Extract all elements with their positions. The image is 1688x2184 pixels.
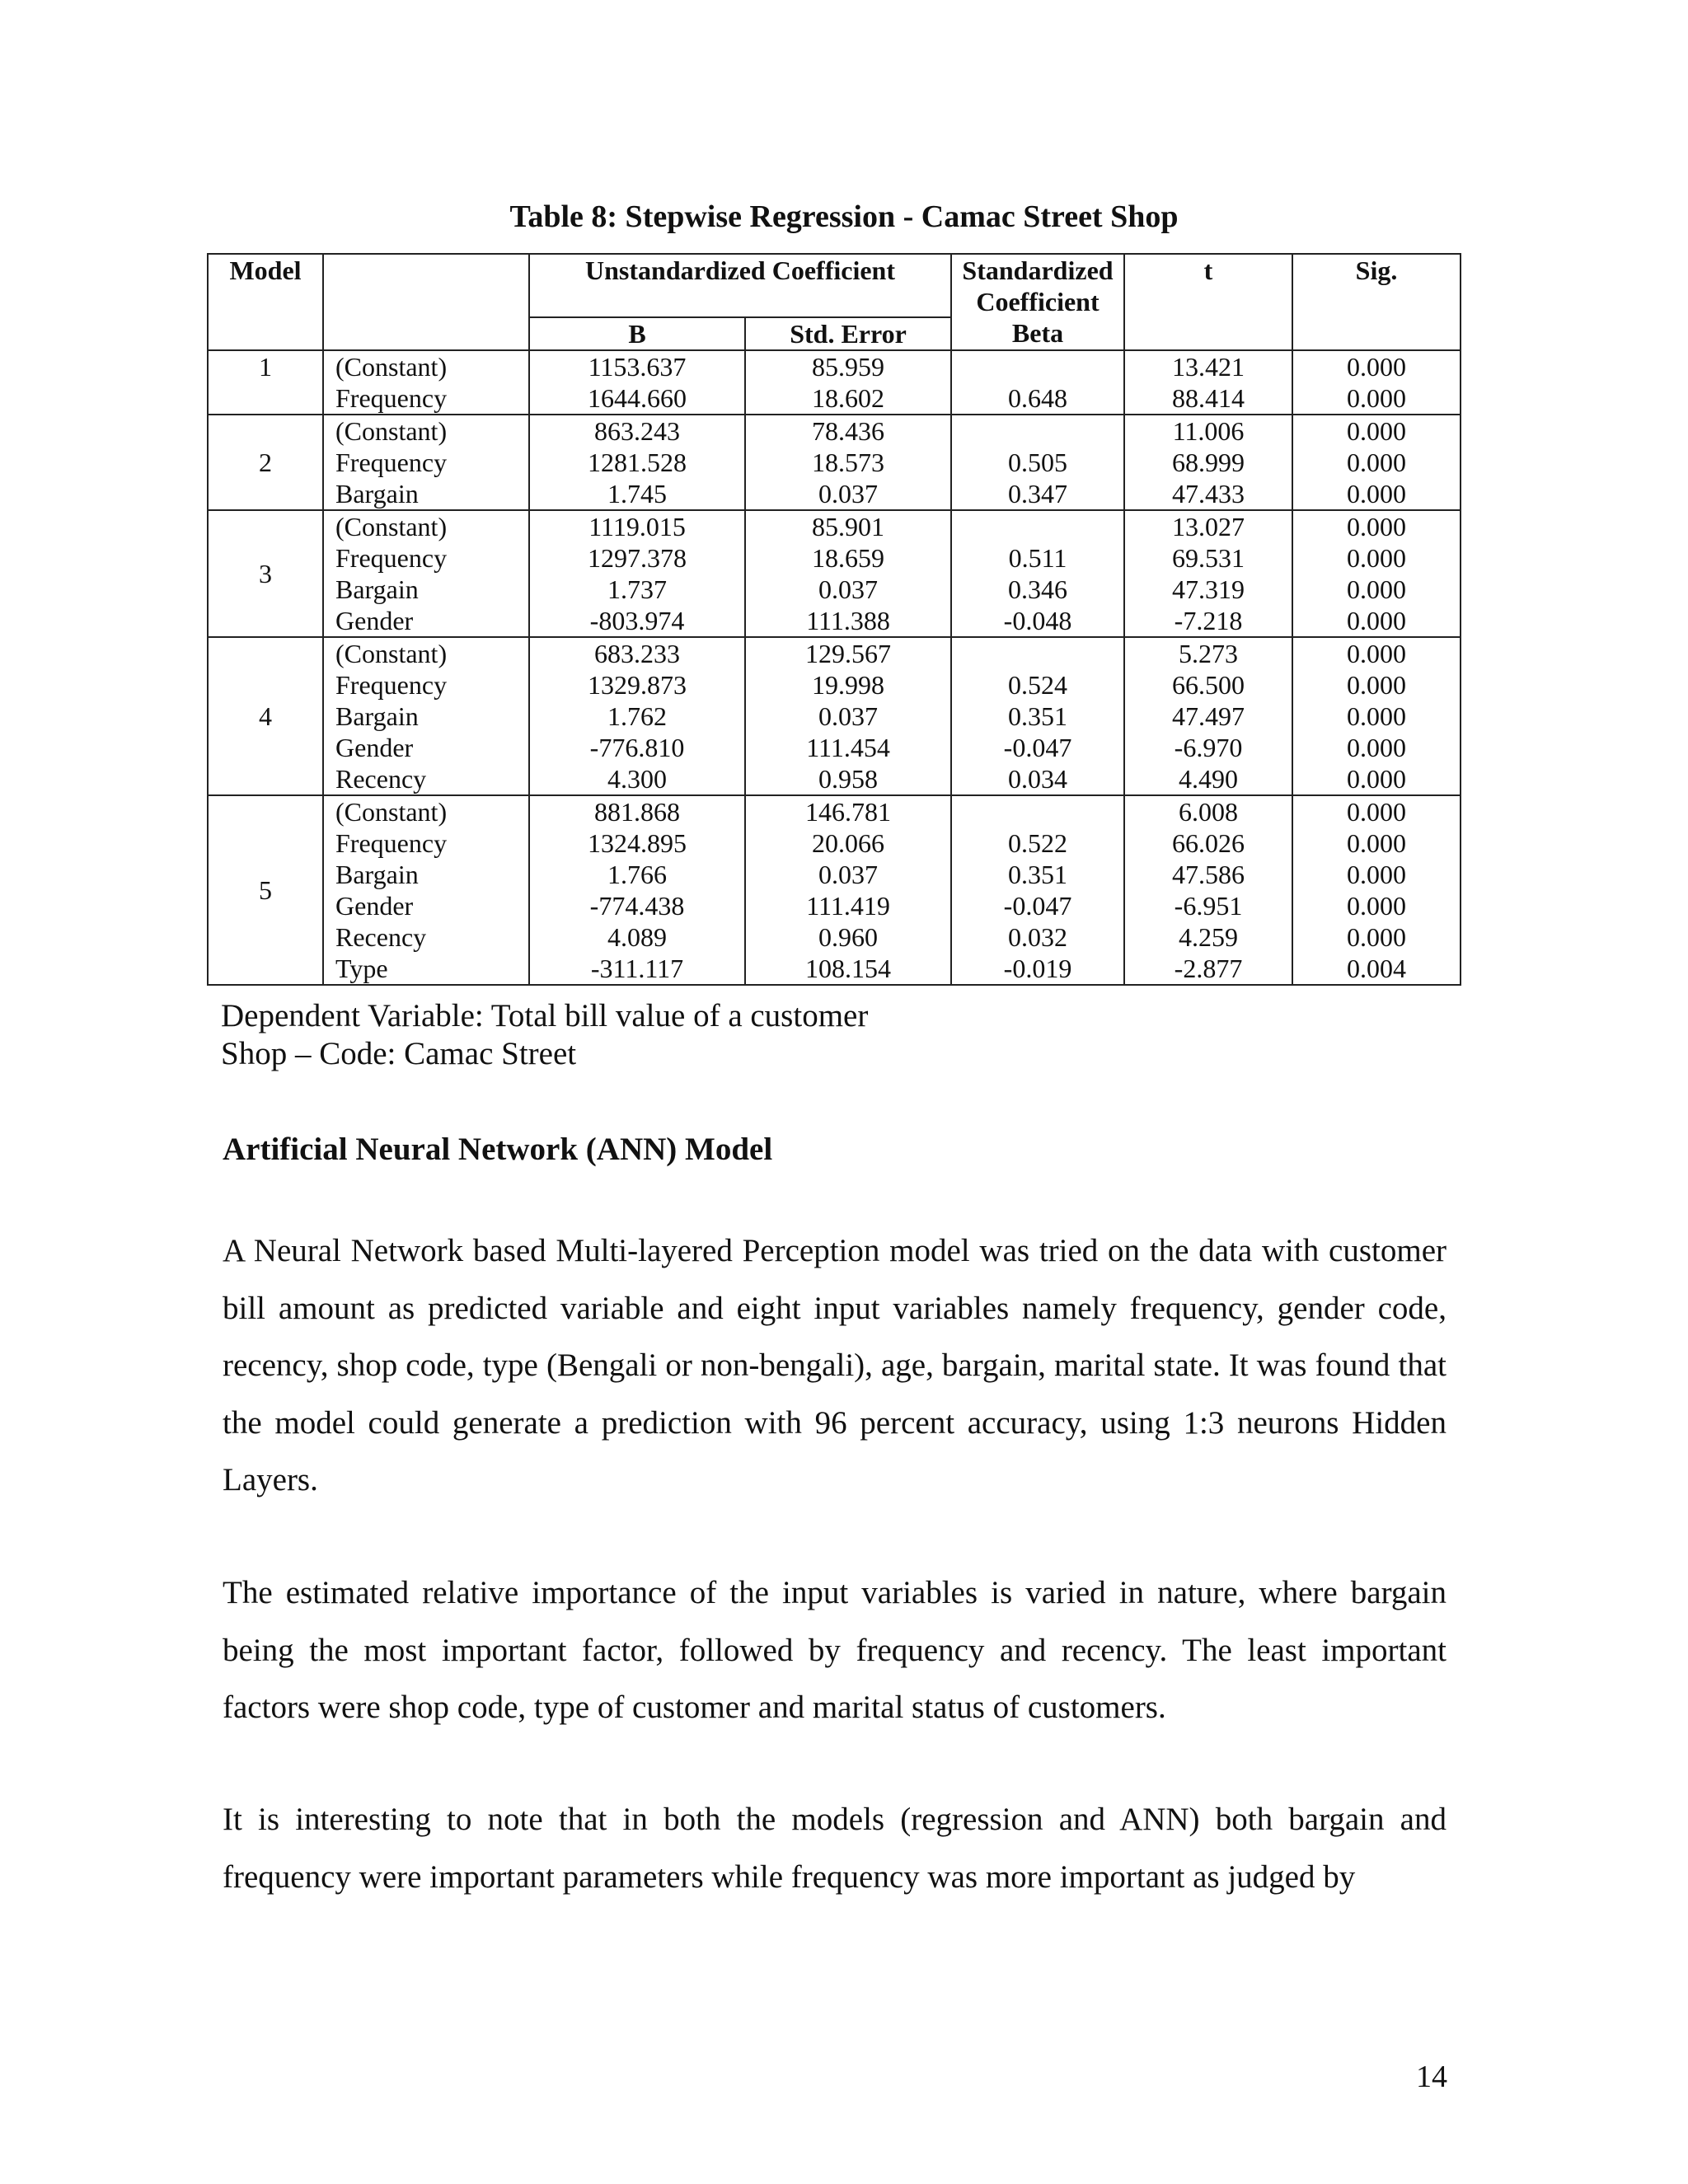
t-cell: 68.999 xyxy=(1124,447,1292,478)
variable-cell: Bargain xyxy=(323,478,529,510)
sig-cell: 0.000 xyxy=(1292,732,1461,763)
variable-cell: Frequency xyxy=(323,382,529,415)
header-b: B xyxy=(529,317,745,350)
variable-cell: Bargain xyxy=(323,859,529,890)
beta-cell: 0.032 xyxy=(951,921,1124,953)
t-cell: 13.027 xyxy=(1124,510,1292,542)
table-row xyxy=(208,574,1461,605)
t-cell: 4.490 xyxy=(1124,763,1292,795)
dependent-variable-note: Dependent Variable: Total bill value of a customer xyxy=(221,998,869,1033)
table-row xyxy=(208,637,1461,669)
b-cell: 4.300 xyxy=(529,763,745,795)
b-cell: 1329.873 xyxy=(529,669,745,701)
sig-cell: 0.004 xyxy=(1292,953,1461,985)
std-error-cell: 85.901 xyxy=(745,510,951,542)
t-cell: 47.586 xyxy=(1124,859,1292,890)
model-number-cell: 5 xyxy=(208,795,323,985)
table-row xyxy=(208,415,1461,447)
table-row xyxy=(208,542,1461,574)
beta-cell xyxy=(951,415,1124,447)
table-row xyxy=(208,890,1461,921)
b-cell: 1153.637 xyxy=(529,350,745,382)
t-cell: -2.877 xyxy=(1124,953,1292,985)
std-error-cell: 0.037 xyxy=(745,701,951,732)
table-body xyxy=(208,350,1461,985)
variable-cell: Frequency xyxy=(323,827,529,859)
header-sig: Sig. xyxy=(1292,254,1461,350)
beta-cell: -0.019 xyxy=(951,953,1124,985)
table-notes xyxy=(221,997,868,1073)
sig-cell: 0.000 xyxy=(1292,827,1461,859)
variable-cell: (Constant) xyxy=(323,637,529,669)
table-row xyxy=(208,478,1461,510)
b-cell: 1119.015 xyxy=(529,510,745,542)
variable-cell: Gender xyxy=(323,732,529,763)
sig-cell: 0.000 xyxy=(1292,447,1461,478)
t-cell: 69.531 xyxy=(1124,542,1292,574)
variable-cell: Frequency xyxy=(323,669,529,701)
b-cell: 1297.378 xyxy=(529,542,745,574)
b-cell: 1281.528 xyxy=(529,447,745,478)
beta-cell: -0.047 xyxy=(951,890,1124,921)
table-caption: Table 8: Stepwise Regression - Camac Street Shop xyxy=(509,199,1179,234)
t-cell: 5.273 xyxy=(1124,637,1292,669)
variable-cell: Type xyxy=(323,953,529,985)
variable-cell: Recency xyxy=(323,921,529,953)
b-cell: 881.868 xyxy=(529,795,745,827)
std-error-cell: 18.602 xyxy=(745,382,951,415)
variable-cell: Bargain xyxy=(323,701,529,732)
sig-cell: 0.000 xyxy=(1292,605,1461,637)
sig-cell: 0.000 xyxy=(1292,637,1461,669)
table-row xyxy=(208,605,1461,637)
variable-cell: (Constant) xyxy=(323,415,529,447)
table-row xyxy=(208,763,1461,795)
table-row xyxy=(208,732,1461,763)
beta-cell: -0.047 xyxy=(951,732,1124,763)
b-cell: -311.117 xyxy=(529,953,745,985)
std-error-cell: 111.388 xyxy=(745,605,951,637)
model-number-cell: 3 xyxy=(208,510,323,637)
beta-cell: 0.524 xyxy=(951,669,1124,701)
b-cell: 1.762 xyxy=(529,701,745,732)
t-cell: 47.433 xyxy=(1124,478,1292,510)
b-cell: -774.438 xyxy=(529,890,745,921)
sig-cell: 0.000 xyxy=(1292,795,1461,827)
table-row xyxy=(208,447,1461,478)
sig-cell: 0.000 xyxy=(1292,921,1461,953)
beta-cell: 0.346 xyxy=(951,574,1124,605)
b-cell: 863.243 xyxy=(529,415,745,447)
t-cell: 88.414 xyxy=(1124,382,1292,415)
model-number-cell: 2 xyxy=(208,415,323,510)
beta-cell: 0.648 xyxy=(951,382,1124,415)
table-row xyxy=(208,859,1461,890)
header-t: t xyxy=(1124,254,1292,350)
beta-cell: 0.511 xyxy=(951,542,1124,574)
sig-cell: 0.000 xyxy=(1292,763,1461,795)
variable-cell: Gender xyxy=(323,605,529,637)
sig-cell: 0.000 xyxy=(1292,542,1461,574)
paragraph-2: The estimated relative importance of the input variables is varied in nature, where bargain being the most important factor, followed by frequency and recency. The least important factors were shop code, type of customer and marital status of customers. xyxy=(223,1575,1447,1725)
header-standardized-line2: Coefficient xyxy=(976,287,1100,316)
beta-cell xyxy=(951,350,1124,382)
header-variable xyxy=(323,254,529,350)
std-error-cell: 85.959 xyxy=(745,350,951,382)
variable-cell: (Constant) xyxy=(323,795,529,827)
beta-cell: 0.351 xyxy=(951,701,1124,732)
std-error-cell: 20.066 xyxy=(745,827,951,859)
header-std-error: Std. Error xyxy=(745,317,951,350)
b-cell: 1.766 xyxy=(529,859,745,890)
b-cell: 1644.660 xyxy=(529,382,745,415)
variable-cell: Recency xyxy=(323,763,529,795)
t-cell: 47.319 xyxy=(1124,574,1292,605)
std-error-cell: 129.567 xyxy=(745,637,951,669)
variable-cell: Frequency xyxy=(323,447,529,478)
b-cell: 1.745 xyxy=(529,478,745,510)
sig-cell: 0.000 xyxy=(1292,859,1461,890)
sig-cell: 0.000 xyxy=(1292,890,1461,921)
shop-code-note: Shop – Code: Camac Street xyxy=(221,1036,577,1071)
table-row xyxy=(208,382,1461,415)
variable-cell: Frequency xyxy=(323,542,529,574)
header-standardized-line1: Standardized xyxy=(962,255,1114,285)
paragraph-1: A Neural Network based Multi-layered Perception model was tried on the data with customer bill amount as predicted variable and eight input variables namely frequency, gender code, recency, shop code, type (Bengali or non-bengali), age, bargain, marital state. It was found that the model could generate a prediction with 96 percent accuracy, using 1:3 neurons Hidden Layers. xyxy=(223,1233,1447,1497)
std-error-cell: 0.958 xyxy=(745,763,951,795)
model-number-cell: 4 xyxy=(208,637,323,795)
paragraph-3: It is interesting to note that in both the models (regression and ANN) both bargain and frequency were important parameters while frequency was more important as judged by xyxy=(223,1802,1447,1895)
section-heading: Artificial Neural Network (ANN) Model xyxy=(223,1132,773,1167)
b-cell: -803.974 xyxy=(529,605,745,637)
beta-cell xyxy=(951,637,1124,669)
variable-cell: (Constant) xyxy=(323,350,529,382)
header-standardized xyxy=(951,254,1124,317)
std-error-cell: 0.037 xyxy=(745,478,951,510)
table-row xyxy=(208,921,1461,953)
variable-cell: Bargain xyxy=(323,574,529,605)
beta-cell: -0.048 xyxy=(951,605,1124,637)
std-error-cell: 18.659 xyxy=(745,542,951,574)
sig-cell: 0.000 xyxy=(1292,574,1461,605)
std-error-cell: 0.037 xyxy=(745,574,951,605)
header-beta: Beta xyxy=(951,317,1124,350)
sig-cell: 0.000 xyxy=(1292,382,1461,415)
sig-cell: 0.000 xyxy=(1292,415,1461,447)
t-cell: -6.951 xyxy=(1124,890,1292,921)
b-cell: 1324.895 xyxy=(529,827,745,859)
std-error-cell: 19.998 xyxy=(745,669,951,701)
sig-cell: 0.000 xyxy=(1292,478,1461,510)
beta-cell: 0.505 xyxy=(951,447,1124,478)
beta-cell xyxy=(951,510,1124,542)
std-error-cell: 18.573 xyxy=(745,447,951,478)
header-unstandardized: Unstandardized Coefficient xyxy=(529,254,951,317)
sig-cell: 0.000 xyxy=(1292,350,1461,382)
sig-cell: 0.000 xyxy=(1292,510,1461,542)
t-cell: 13.421 xyxy=(1124,350,1292,382)
model-number-cell: 1 xyxy=(208,350,323,415)
sig-cell: 0.000 xyxy=(1292,669,1461,701)
std-error-cell: 78.436 xyxy=(745,415,951,447)
table-row xyxy=(208,953,1461,985)
std-error-cell: 0.037 xyxy=(745,859,951,890)
table-row xyxy=(208,827,1461,859)
variable-cell: Gender xyxy=(323,890,529,921)
std-error-cell: 146.781 xyxy=(745,795,951,827)
b-cell: -776.810 xyxy=(529,732,745,763)
regression-table xyxy=(207,253,1461,986)
std-error-cell: 108.154 xyxy=(745,953,951,985)
t-cell: 47.497 xyxy=(1124,701,1292,732)
table-row xyxy=(208,701,1461,732)
sig-cell: 0.000 xyxy=(1292,701,1461,732)
t-cell: 66.500 xyxy=(1124,669,1292,701)
t-cell: 66.026 xyxy=(1124,827,1292,859)
t-cell: 6.008 xyxy=(1124,795,1292,827)
beta-cell: 0.351 xyxy=(951,859,1124,890)
beta-cell: 0.347 xyxy=(951,478,1124,510)
std-error-cell: 111.454 xyxy=(745,732,951,763)
table-row xyxy=(208,795,1461,827)
beta-cell: 0.034 xyxy=(951,763,1124,795)
b-cell: 1.737 xyxy=(529,574,745,605)
t-cell: -6.970 xyxy=(1124,732,1292,763)
b-cell: 683.233 xyxy=(529,637,745,669)
b-cell: 4.089 xyxy=(529,921,745,953)
std-error-cell: 111.419 xyxy=(745,890,951,921)
t-cell: -7.218 xyxy=(1124,605,1292,637)
std-error-cell: 0.960 xyxy=(745,921,951,953)
beta-cell: 0.522 xyxy=(951,827,1124,859)
page-number: 14 xyxy=(1416,2060,1447,2094)
variable-cell: (Constant) xyxy=(323,510,529,542)
header-model: Model xyxy=(208,254,323,350)
table-row xyxy=(208,350,1461,382)
table-row xyxy=(208,669,1461,701)
header-row-1 xyxy=(208,254,1461,317)
t-cell: 11.006 xyxy=(1124,415,1292,447)
table-row xyxy=(208,510,1461,542)
t-cell: 4.259 xyxy=(1124,921,1292,953)
beta-cell xyxy=(951,795,1124,827)
